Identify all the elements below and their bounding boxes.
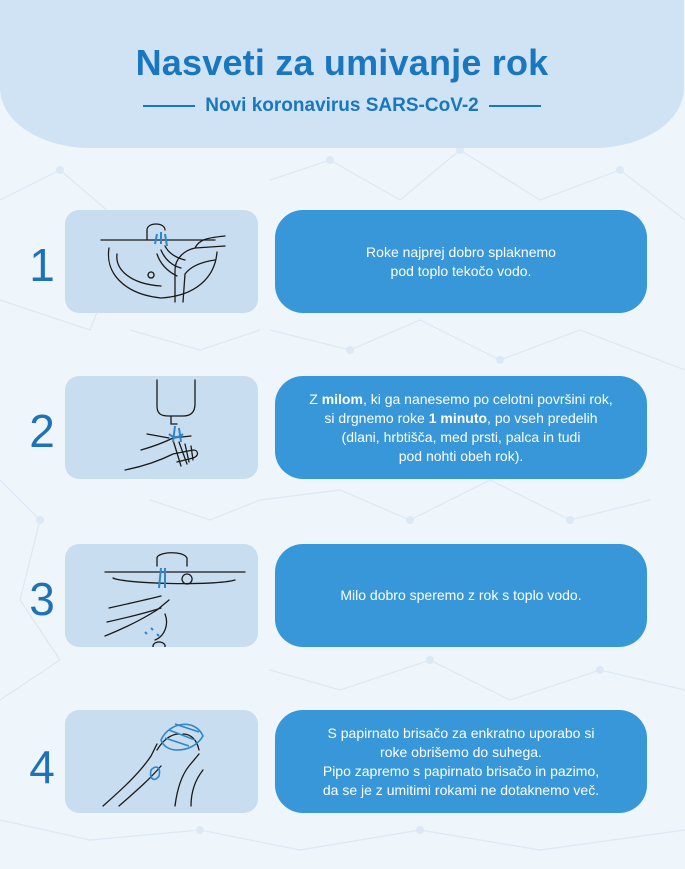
header-banner [0,0,684,148]
instruction-line [323,762,599,781]
soap-dispenser-hands-icon [65,376,258,479]
subtitle-right-rule [489,105,541,107]
instruction-text: S papirnato brisačo za enkratno uporabo si [327,724,595,741]
step-number: 1 [29,239,55,291]
step-instruction [275,544,647,647]
instruction-line [366,243,556,262]
step-text [307,724,615,800]
instruction-text: pod nohti obeh rok). [398,447,524,464]
instruction-text: da se je z umitimi rokami ne dotaknemo več. [322,781,600,798]
instruction-line [323,781,599,800]
step-instruction [275,210,647,313]
subtitle-left-rule [143,105,195,107]
instruction-line [323,724,599,743]
step-number: 4 [29,741,55,793]
step-illustration [65,376,258,479]
instruction-text: Z [309,390,322,407]
instruction-text: roke obrišemo do suhega. [380,743,542,760]
instruction-line [309,409,613,428]
instruction-text: , ki ga nanesemo po celotni površini rok, [362,390,613,407]
instruction-text: Roke najprej dobro splaknemo [366,243,556,260]
instruction-text: Milo dobro speremo z rok s toplo vodo. [340,587,582,603]
step-illustration [65,710,258,813]
emphasis-text: 1 minuto [428,409,488,426]
step-illustration [65,210,258,313]
instruction-text: si drgnemo roke [324,409,429,426]
rinse-soap-off-hands-icon [65,544,258,647]
step-text [293,390,629,466]
step-number: 2 [29,405,55,457]
step-instruction [275,710,647,813]
page-title: Nasveti za umivanje rok [135,42,549,83]
instruction-line [309,428,613,447]
step-illustration [65,544,258,647]
instruction-text: Pipo zapremo s papirnato brisačo in pazimo, [322,762,600,779]
page-subtitle: Novi koronavirus SARS-CoV-2 [205,95,479,116]
subtitle-row [0,95,684,117]
instruction-line [309,390,613,409]
dry-hands-paper-towel-icon [65,710,258,813]
instruction-text: (dlani, hrbtišča, med prsti, palca in tudi [341,428,581,445]
instruction-line [340,586,581,605]
instruction-line [366,262,556,281]
instruction-text: pod toplo tekočo vodo. [390,262,532,279]
step-instruction [275,376,647,479]
step-text [324,586,597,605]
step-text [350,243,572,281]
hands-rinse-under-faucet-icon [65,210,258,313]
instruction-text: , po vseh predelih [487,409,598,426]
step-number: 3 [29,573,55,625]
emphasis-text: milom [321,390,363,407]
instruction-line [323,743,599,762]
instruction-line [309,447,613,466]
